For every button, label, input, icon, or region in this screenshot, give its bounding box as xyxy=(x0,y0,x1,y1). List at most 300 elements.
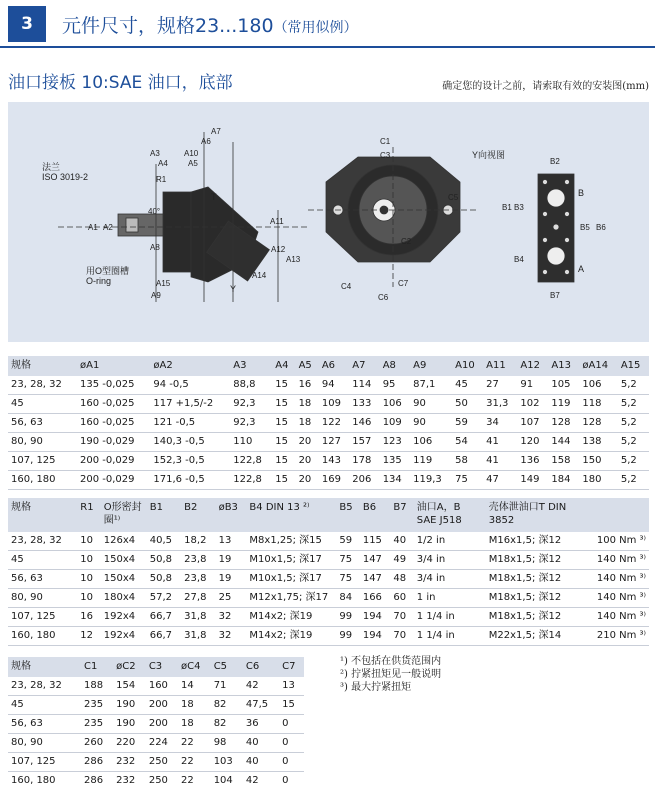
table-cell: 42 xyxy=(245,680,259,691)
table-cell: 23, 28, 32 xyxy=(11,680,62,691)
table-cell: 45 xyxy=(11,398,24,409)
dim-a13: A13 xyxy=(286,255,301,264)
table-row xyxy=(8,471,649,490)
dim-a10: A10 xyxy=(184,149,199,158)
col-header: A4 xyxy=(275,360,289,371)
footnote: ¹) 不包括在供货范围内 xyxy=(340,656,442,667)
table-cell: 232 xyxy=(116,775,136,786)
table-cell: 133 xyxy=(352,398,372,409)
table-cell: M18x1,5; 深12 xyxy=(488,573,562,584)
table-cell: 123 xyxy=(382,436,402,447)
table-row xyxy=(8,677,304,696)
table-cell: 140 Nm ³⁾ xyxy=(596,592,646,603)
table-cell: 50,8 xyxy=(149,573,173,584)
table-cell: 115 xyxy=(362,535,382,546)
table-cell: 32 xyxy=(218,630,232,641)
col-header: øB3 xyxy=(218,502,238,513)
oring-cn-label: 用O型圈槽 xyxy=(86,266,130,276)
port-plate-view xyxy=(538,174,574,282)
table-cell: 18 xyxy=(298,398,312,409)
table-cell: 192x4 xyxy=(103,611,136,622)
table-cell: 147 xyxy=(362,573,382,584)
dim-a11: A11 xyxy=(270,217,284,226)
table-b-body xyxy=(8,532,649,646)
table-cell: 5,2 xyxy=(620,455,637,466)
table-cell: 87,1 xyxy=(413,379,436,390)
table-cell: 184 xyxy=(551,474,571,485)
col-header: B1 xyxy=(149,502,163,513)
table-row xyxy=(8,433,649,452)
table-cell: 1/2 in xyxy=(416,535,446,546)
table-cell: 109 xyxy=(321,398,341,409)
table-cell: 119 xyxy=(413,455,433,466)
table-cell: 235 xyxy=(83,699,104,710)
col-header: B7 xyxy=(393,502,407,513)
table-cell: 22 xyxy=(181,737,194,748)
table-cell: 180 xyxy=(582,474,602,485)
table-cell: 75 xyxy=(339,554,353,565)
table-cell: 20 xyxy=(298,436,312,447)
table-cell: 41 xyxy=(486,455,499,466)
table-cell: 5,2 xyxy=(620,436,637,447)
table-row xyxy=(8,395,649,414)
table-cell: 110 xyxy=(233,436,253,447)
table-cell: 149 xyxy=(520,474,540,485)
installation-note: 确定您的设计之前，请索取有效的安装图(mm) xyxy=(442,81,649,92)
table-cell: 119 xyxy=(551,398,571,409)
table-cell: M18x1,5; 深12 xyxy=(488,592,562,603)
col-header: A11 xyxy=(486,360,506,371)
table-cell: 66,7 xyxy=(149,611,173,622)
table-cell: 82 xyxy=(213,699,227,710)
col-header: O形密封圈¹⁾ xyxy=(103,502,142,526)
table-cell: 32 xyxy=(218,611,232,622)
table-cell: 56, 63 xyxy=(11,573,43,584)
table-cell: 34 xyxy=(486,417,499,428)
header-rule xyxy=(0,46,655,48)
col-header: C3 xyxy=(148,661,163,672)
table-cell: 192x4 xyxy=(103,630,136,641)
table-cell: 40 xyxy=(245,737,259,748)
col-header: A15 xyxy=(620,360,641,371)
technical-drawing xyxy=(8,102,649,342)
table-cell: 250 xyxy=(148,775,168,786)
table-cell: 56, 63 xyxy=(11,718,43,729)
dim-b5: B5 xyxy=(580,223,590,232)
table-cell: 160, 180 xyxy=(11,474,56,485)
table-cell: 99 xyxy=(339,630,353,641)
dim-c3: C3 xyxy=(380,151,391,160)
table-a-body xyxy=(8,376,649,490)
table-cell: 200 xyxy=(148,699,168,710)
table-cell: 22 xyxy=(181,775,194,786)
col-header: 规格 xyxy=(11,502,31,513)
table-cell: 18,2 xyxy=(184,535,207,546)
col-header: C5 xyxy=(213,661,228,672)
table-cell: 57,2 xyxy=(149,592,173,603)
table-cell: 59 xyxy=(455,417,468,428)
table-cell: 14 xyxy=(181,680,194,691)
table-cell: 188 xyxy=(83,680,104,691)
dim-a9: A9 xyxy=(151,291,161,300)
table-cell: 107 xyxy=(520,417,540,428)
table-row xyxy=(8,414,649,433)
table-cell: 54 xyxy=(455,436,468,447)
table-cell: 15 xyxy=(275,379,289,390)
section-title: 元件尺寸，规格23...180（常用似例） xyxy=(62,15,358,37)
table-cell: 160, 180 xyxy=(11,630,56,641)
table-cell: 47,5 xyxy=(245,699,269,710)
table-cell: 70 xyxy=(393,630,407,641)
table-cell: 102 xyxy=(520,398,540,409)
table-cell: 160, 180 xyxy=(11,775,56,786)
dim-a7: A7 xyxy=(211,127,221,136)
dim-c1: C1 xyxy=(380,137,391,146)
table-cell: 143 xyxy=(321,455,341,466)
col-header: A7 xyxy=(352,360,366,371)
front-view xyxy=(308,147,478,287)
col-header: A13 xyxy=(551,360,571,371)
dim-b1: B1 xyxy=(502,203,512,212)
table-cell: 45 xyxy=(11,554,24,565)
port-b-label: B xyxy=(578,188,585,198)
table-cell: 1 1/4 in xyxy=(416,630,455,641)
table-cell: 95 xyxy=(382,379,396,390)
table-cell: 15 xyxy=(282,699,295,710)
dim-a8: A8 xyxy=(150,243,160,252)
table-cell: 90 xyxy=(413,417,426,428)
dim-b4: B4 xyxy=(514,255,524,264)
col-header: A10 xyxy=(455,360,475,371)
table-cell: 150 xyxy=(582,455,602,466)
table-cell: M16x1,5; 深12 xyxy=(488,535,562,546)
table-cell: 178 xyxy=(352,455,372,466)
table-cell: 135 -0,025 xyxy=(79,379,135,390)
table-cell: 80, 90 xyxy=(11,737,43,748)
table-cell: 94 xyxy=(321,379,335,390)
table-cell: M8x1,25; 深15 xyxy=(249,535,322,546)
col-header: øC4 xyxy=(181,661,201,672)
table-cell: 10 xyxy=(80,592,93,603)
table-cell: 250 xyxy=(148,756,168,767)
table-cell: 40 xyxy=(245,756,259,767)
table-cell: 19 xyxy=(218,554,232,565)
dimension-table-a xyxy=(8,356,649,490)
table-row xyxy=(8,608,649,627)
table-cell: 117 +1,5/-2 xyxy=(153,398,214,409)
table-cell: 5,2 xyxy=(620,379,637,390)
dim-b2: B2 xyxy=(550,157,560,166)
table-cell: 98 xyxy=(213,737,227,748)
table-cell: 16 xyxy=(80,611,93,622)
table-cell: 0 xyxy=(282,756,289,767)
table-cell: 27,8 xyxy=(184,592,207,603)
col-header: 规格 xyxy=(11,661,31,672)
table-cell: 90 xyxy=(413,398,426,409)
table-cell: 158 xyxy=(551,455,571,466)
dim-a12: A12 xyxy=(271,245,286,254)
table-cell: 106 xyxy=(382,398,402,409)
table-cell: 134 xyxy=(382,474,402,485)
table-cell: 10 xyxy=(80,573,93,584)
table-cell: 138 xyxy=(582,436,602,447)
dim-a5: A5 xyxy=(188,159,198,168)
table-cell: 104 xyxy=(213,775,233,786)
table-cell: 16 xyxy=(298,379,312,390)
table-header-row xyxy=(8,498,649,532)
table-cell: 19 xyxy=(218,573,232,584)
table-cell: 31,8 xyxy=(184,630,207,641)
table-cell: 88,8 xyxy=(233,379,256,390)
dim-c6: C6 xyxy=(378,293,389,302)
dim-c7: C7 xyxy=(398,279,409,288)
table-cell: 75 xyxy=(339,573,353,584)
table-cell: 82 xyxy=(213,718,227,729)
col-header: A12 xyxy=(520,360,540,371)
table-cell: 25 xyxy=(218,592,232,603)
table-cell: 94 -0,5 xyxy=(153,379,189,390)
table-cell: 146 xyxy=(352,417,372,428)
table-cell: 12 xyxy=(80,630,93,641)
dim-r1: R1 xyxy=(156,175,167,184)
table-cell: 160 -0,025 xyxy=(79,417,135,428)
table-cell: 140 Nm ³⁾ xyxy=(596,554,646,565)
table-cell: 166 xyxy=(362,592,382,603)
table-cell: M14x2; 深19 xyxy=(249,611,313,622)
table-row xyxy=(8,589,649,608)
col-header: B5 xyxy=(339,502,353,513)
table-cell: 140 Nm ³⁾ xyxy=(596,611,646,622)
table-cell: 15 xyxy=(275,398,289,409)
dim-a1: A1 xyxy=(88,223,98,232)
col-header: øA1 xyxy=(79,360,100,371)
table-cell: 100 Nm ³⁾ xyxy=(596,535,646,546)
table-cell: 180x4 xyxy=(103,592,136,603)
table-cell: 200 -0,029 xyxy=(79,455,135,466)
table-cell: 23,8 xyxy=(184,573,207,584)
table-cell: 120 xyxy=(520,436,540,447)
table-cell: 194 xyxy=(362,630,382,641)
table-cell: 84 xyxy=(339,592,353,603)
table-cell: 150x4 xyxy=(103,554,136,565)
table-cell: 121 -0,5 xyxy=(153,417,196,428)
port-t-label: T xyxy=(211,192,217,202)
dim-c5: C5 xyxy=(448,193,459,202)
table-cell: 114 xyxy=(352,379,372,390)
table-row xyxy=(8,532,649,551)
oring-label: O-ring xyxy=(86,276,112,286)
table-cell: 122,8 xyxy=(233,455,262,466)
table-cell: 260 xyxy=(83,737,104,748)
table-cell: 45 xyxy=(11,699,24,710)
col-header: 规格 xyxy=(11,360,31,371)
dim-c4: C4 xyxy=(341,282,352,291)
col-header: B6 xyxy=(362,502,377,513)
table-cell: 157 xyxy=(352,436,372,447)
table-cell: 286 xyxy=(83,775,104,786)
table-cell: 119,3 xyxy=(413,474,442,485)
table-cell: 40 xyxy=(393,535,407,546)
col-header: øA2 xyxy=(153,360,173,371)
table-cell: 190 xyxy=(116,718,136,729)
table-cell: 71 xyxy=(213,680,227,691)
dim-a3: A3 xyxy=(150,149,160,158)
subsection-title: 油口接板 10:SAE 油口，底部 xyxy=(8,73,233,93)
table-cell: 48 xyxy=(393,573,407,584)
table-cell: 20 xyxy=(298,455,312,466)
dim-b3: B3 xyxy=(514,203,524,212)
table-cell: 15 xyxy=(275,455,289,466)
table-cell: 106 xyxy=(413,436,433,447)
table-cell: 220 xyxy=(116,737,136,748)
table-cell: M10x1,5; 深17 xyxy=(249,554,322,565)
table-cell: 140 Nm ³⁾ xyxy=(596,573,646,584)
table-cell: 10 xyxy=(80,535,93,546)
table-cell: 23,8 xyxy=(184,554,207,565)
table-cell: 50,8 xyxy=(149,554,173,565)
table-cell: 80, 90 xyxy=(11,436,43,447)
table-cell: 31,3 xyxy=(486,398,509,409)
table-cell: 0 xyxy=(282,737,289,748)
col-header: A6 xyxy=(321,360,336,371)
table-cell: 10 xyxy=(80,554,93,565)
table-cell: 41 xyxy=(486,436,499,447)
table-cell: 144 xyxy=(551,436,571,447)
table-header-row xyxy=(8,657,304,677)
table-cell: 154 xyxy=(116,680,136,691)
table-cell: M12x1,75; 深17 xyxy=(249,592,329,603)
table-row xyxy=(8,753,304,772)
table-cell: 1 in xyxy=(416,592,436,603)
table-row xyxy=(8,551,649,570)
table-cell: 136 xyxy=(520,455,540,466)
table-cell: 3/4 in xyxy=(416,573,446,584)
table-cell: 147 xyxy=(362,554,382,565)
table-cell: 22 xyxy=(181,756,194,767)
table-cell: 42 xyxy=(245,775,259,786)
table-cell: 190 xyxy=(116,699,136,710)
table-cell: 59 xyxy=(339,535,353,546)
col-header: A9 xyxy=(413,360,427,371)
col-header: C7 xyxy=(282,661,296,672)
table-cell: 23, 28, 32 xyxy=(11,379,62,390)
table-cell: 13 xyxy=(282,680,295,691)
table-cell: 5,2 xyxy=(620,474,637,485)
table-cell: 15 xyxy=(275,417,289,428)
table-cell: 152,3 -0,5 xyxy=(153,455,205,466)
table-row xyxy=(8,715,304,734)
table-row xyxy=(8,376,649,395)
table-cell: 60 xyxy=(393,592,407,603)
section-header xyxy=(0,0,655,44)
table-cell: 107, 125 xyxy=(11,455,56,466)
dim-c2: C2 xyxy=(401,237,412,246)
table-cell: 107, 125 xyxy=(11,611,56,622)
dim-a6: A6 xyxy=(201,137,211,146)
table-cell: 49 xyxy=(393,554,407,565)
table-cell: 150x4 xyxy=(103,573,136,584)
table-cell: 135 xyxy=(382,455,402,466)
dim-b6: B6 xyxy=(596,223,606,232)
table-cell: 20 xyxy=(298,474,312,485)
table-cell: 36 xyxy=(245,718,259,729)
table-cell: 128 xyxy=(551,417,571,428)
col-header: B2 xyxy=(184,502,198,513)
table-cell: 200 xyxy=(148,718,168,729)
table-cell: 232 xyxy=(116,756,136,767)
table-cell: 190 -0,029 xyxy=(79,436,135,447)
table-cell: 92,3 xyxy=(233,398,256,409)
col-header: C1 xyxy=(83,661,98,672)
table-cell: 75 xyxy=(455,474,468,485)
table-cell: 107, 125 xyxy=(11,756,56,767)
table-cell: 56, 63 xyxy=(11,417,43,428)
table-cell: 224 xyxy=(148,737,168,748)
table-cell: 1 1/4 in xyxy=(416,611,455,622)
iso-label: ISO 3019-2 xyxy=(42,172,89,182)
table-cell: 103 xyxy=(213,756,233,767)
view-y-label: Y向视图 xyxy=(472,150,506,160)
table-cell: 58 xyxy=(455,455,468,466)
table-cell: 27 xyxy=(486,379,499,390)
table-cell: 99 xyxy=(339,611,353,622)
table-cell: 45 xyxy=(455,379,468,390)
table-cell: 0 xyxy=(282,718,289,729)
table-cell: 80, 90 xyxy=(11,592,43,603)
table-cell: 47 xyxy=(486,474,499,485)
table-row xyxy=(8,734,304,753)
table-cell: 122,8 xyxy=(233,474,262,485)
table-cell: 18 xyxy=(298,417,312,428)
col-header: 壳体泄油口T DIN 3852 xyxy=(488,502,567,526)
table-cell: 206 xyxy=(352,474,372,485)
table-cell: 126x4 xyxy=(103,535,136,546)
drawing-svg xyxy=(8,102,649,342)
col-header: øC2 xyxy=(116,661,136,672)
table-cell: 171,6 -0,5 xyxy=(153,474,205,485)
table-cell: 118 xyxy=(582,398,602,409)
table-cell: 50 xyxy=(455,398,468,409)
table-cell: 23, 28, 32 xyxy=(11,535,62,546)
col-header xyxy=(582,498,649,532)
table-cell: M18x1,5; 深12 xyxy=(488,611,562,622)
table-cell: 92,3 xyxy=(233,417,256,428)
table-cell: 13 xyxy=(218,535,232,546)
table-cell: 15 xyxy=(275,436,289,447)
table-cell: 66,7 xyxy=(149,630,173,641)
col-header: R1 xyxy=(80,502,94,513)
table-cell: 5,2 xyxy=(620,417,637,428)
dimension-table-c xyxy=(8,657,304,790)
table-cell: 105 xyxy=(551,379,571,390)
table-cell: 160 -0,025 xyxy=(79,398,135,409)
table-row xyxy=(8,627,649,646)
table-row xyxy=(8,570,649,589)
table-header-row xyxy=(8,356,649,376)
table-cell: M18x1,5; 深12 xyxy=(488,554,562,565)
table-row xyxy=(8,696,304,715)
table-cell: 122 xyxy=(321,417,341,428)
table-cell: 18 xyxy=(181,699,194,710)
table-cell: 109 xyxy=(382,417,402,428)
table-cell: 235 xyxy=(83,718,104,729)
dim-b7: B7 xyxy=(550,291,560,300)
table-cell: 31,8 xyxy=(184,611,207,622)
table-cell: 91 xyxy=(520,379,534,390)
footnote: ³) 最大拧紧扭矩 xyxy=(340,682,412,693)
table-cell: M22x1,5; 深14 xyxy=(488,630,562,641)
table-cell: 160 xyxy=(148,680,168,691)
